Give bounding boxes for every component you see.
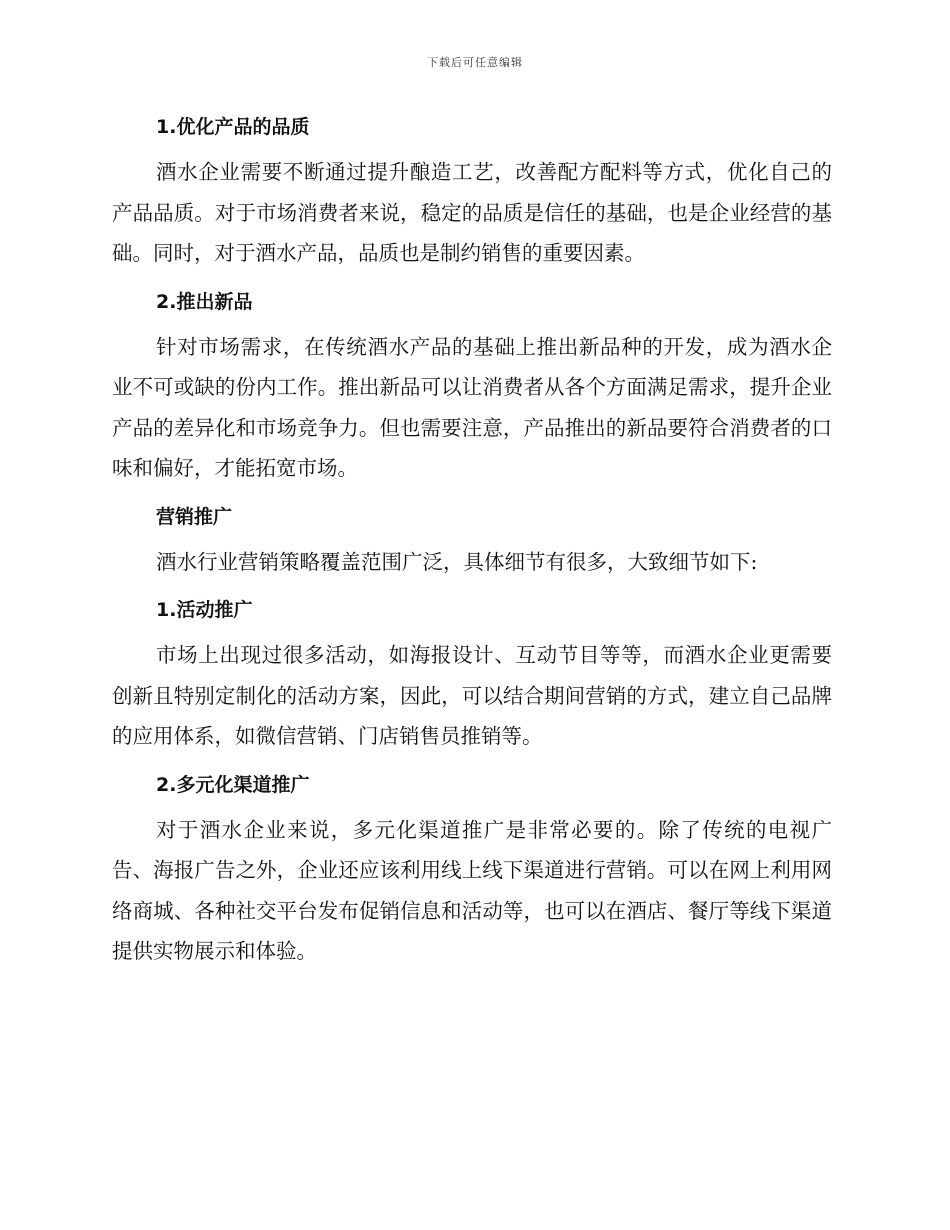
section-heading-new-products: 2.推出新品: [156, 290, 253, 313]
page-header: 下载后可任意编辑: [427, 56, 523, 69]
section-paragraph-quality: 酒水企业需要不断通过提升酿造工艺，改善配方配料等方式，优化自己的产品品质。对于市场消费者来说，稳定的品质是信任的基础，也是企业经营的基础。同时，对于酒水产品，品质也是制约销售的重要因素。: [112, 160, 832, 265]
section-heading-channels: 2.多元化渠道推广: [156, 773, 310, 796]
section-heading-marketing: 营销推广: [156, 505, 233, 528]
section-paragraph-new-products: 针对市场需求，在传统酒水产品的基础上推出新品种的开发，成为酒水企业不可或缺的份内工作。推出新品可以让消费者从各个方面满足需求，提升企业产品的差异化和市场竞争力。但也需要注意，产品推出的新品要符合消费者的口味和偏好，才能拓宽市场。: [112, 334, 832, 480]
section-paragraph-events: 市场上出现过很多活动，如海报设计、互动节目等等，而酒水企业更需要创新且特别定制化的活动方案，因此，可以结合期间营销的方式，建立自己品牌的应用体系，如微信营销、门店销售员推销等。: [112, 643, 832, 748]
section-heading-quality: 1.优化产品的品质: [156, 116, 310, 138]
section-paragraph-channels: 对于酒水企业来说，多元化渠道推广是非常必要的。除了传统的电视广告、海报广告之外，企业还应该利用线上线下渠道进行营销。可以在网上利用网络商城、各种社交平台发布促销信息和活动等，也可以在酒店、餐厅等线下渠道提供实物展示和体验。: [112, 817, 832, 963]
section-heading-events: 1.活动推广: [156, 599, 253, 621]
section-paragraph-marketing: 酒水行业营销策略覆盖范围广泛，具体细节有很多，大致细节如下:: [156, 549, 758, 574]
document-body: [112, 108, 832, 981]
